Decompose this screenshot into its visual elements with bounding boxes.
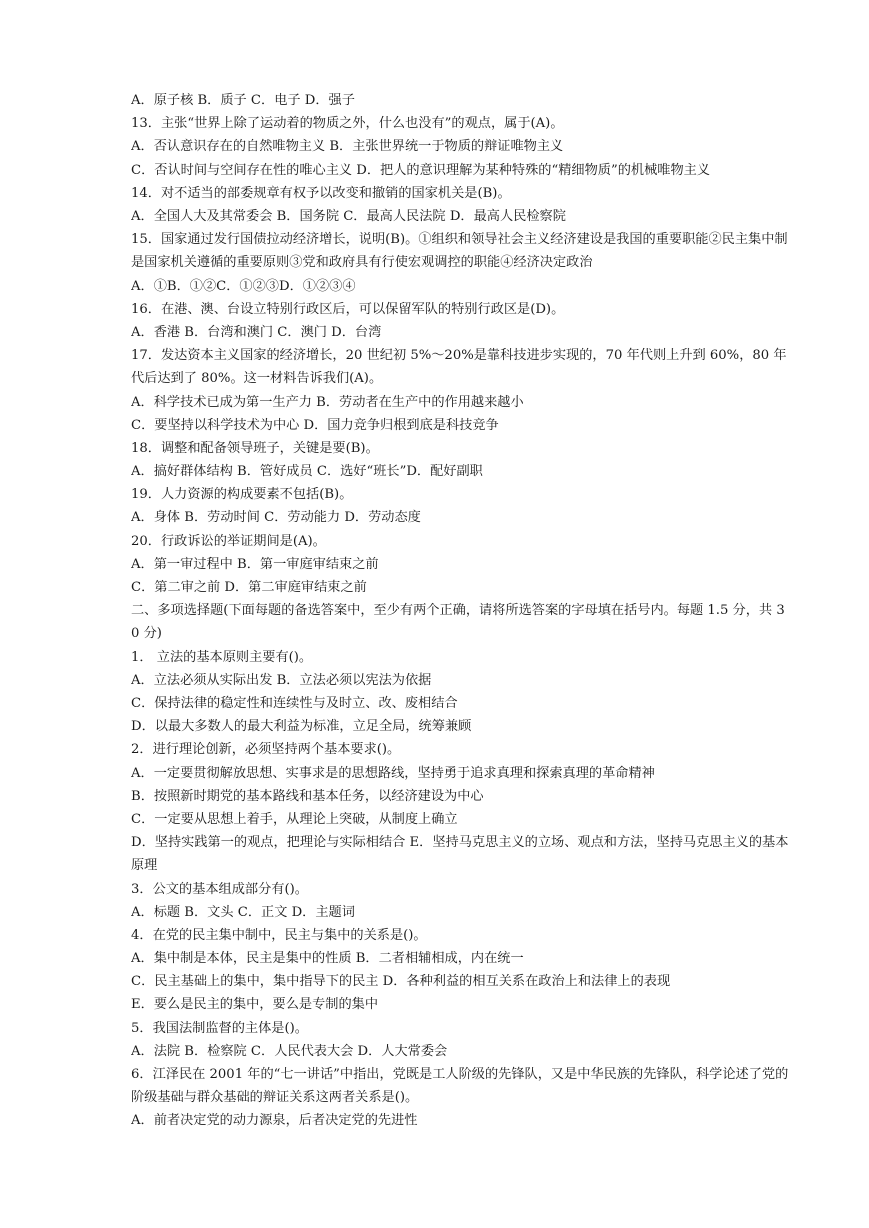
text-line: A．第一审过程中 B．第一审庭审结束之前 (131, 556, 379, 572)
text-line: A．原子核 B．质子 C．电子 D．强子 (131, 93, 355, 108)
mc-question-4: 4．在党的民主集中制中，民主与集中的关系是()。 (131, 927, 427, 943)
mc-question-1: 1． 立法的基本原则主要有()。 (131, 649, 313, 665)
text-line: A．否认意识存在的自然唯物主义 B．主张世界统一于物质的辩证唯物主义 (131, 139, 564, 155)
text-line: A．集中制是本体，民主是集中的性质 B．二者相辅相成，内在统一 (131, 951, 524, 967)
mc-question-6: 6．江泽民在 2001 年的“七一讲话”中指出，党既是工人阶级的先锋队，又是中华民族的先锋队，科学论述了党的阶级基础与群众基础的辩证关系这两者关系是()。 (131, 1067, 789, 1106)
text-line: A．香港 B．台湾和澳门 C．澳门 D．台湾 (131, 324, 382, 340)
question-15: 15．国家通过发行国债拉动经济增长，说明(B)。①组织和领导社会主义经济建设是我国的重要职能②民主集中制是国家机关遵循的重要原则③党和政府具有行使宏观调控的职能④经济决定政治 (131, 232, 788, 271)
text-line: E．要么是民主的集中，要么是专制的集中 (131, 997, 378, 1013)
text-line: C．民主基础上的集中，集中指导下的民主 D．各种利益的相互关系在政治上和法律上的表现 (131, 974, 671, 990)
text-line: C．一定要从思想上着手，从理论上突破，从制度上确立 (131, 811, 458, 827)
document-page (131, 89, 791, 1133)
question-20: 20．行政诉讼的举证期间是(A)。 (131, 533, 326, 549)
mc-question-5: 5．我国法制监督的主体是()。 (131, 1020, 308, 1036)
question-14: 14．对不适当的部委规章有权予以改变和撤销的国家机关是(B)。 (131, 185, 511, 201)
text-line: C．保持法律的稳定性和连续性与及时立、改、废相结合 (131, 695, 458, 711)
text-line: A．①B．①②C．①②③D．①②③④ (131, 278, 356, 294)
text-line: A．标题 B．文头 C．正文 D．主题词 (131, 904, 355, 920)
text-line: A．法院 B．检察院 C．人民代表大会 D．人大常委会 (131, 1043, 448, 1059)
text-line: A．立法必须从实际出发 B．立法必须以宪法为依据 (131, 672, 432, 688)
text-line: D．坚持实践第一的观点，把理论与实际相结合 E．坚持马克思主义的立场、观点和方法，坚持马克思主义的基本原理 (131, 835, 789, 874)
text-line: C．要坚持以科学技术为中心 D．国力竞争归根到底是科技竞争 (131, 417, 499, 433)
mc-question-2: 2．进行理论创新，必须坚持两个基本要求()。 (131, 742, 401, 758)
text-line: A．搞好群体结构 B．管好成员 C．选好“班长”D．配好副职 (131, 464, 483, 480)
text-line: D．以最大多数人的最大利益为标准，立足全局，统筹兼顾 (131, 719, 472, 735)
text-line: B．按照新时期党的基本路线和基本任务，以经济建设为中心 (131, 788, 484, 804)
question-19: 19．人力资源的构成要素不包括(B)。 (131, 487, 353, 503)
question-17: 17．发达资本主义国家的经济增长，20 世纪初 5%～20%是靠科技进步实现的，70 年代则上升到 60%，80 年代后达到了 80%。这一材料告诉我们(A)。 (131, 348, 787, 387)
question-16: 16．在港、澳、台设立特别行政区后，可以保留军队的特别行政区是(D)。 (131, 301, 565, 317)
text-line: C．第二审之前 D．第二审庭审结束之前 (131, 580, 367, 596)
text-line: A．前者决定党的动力源泉，后者决定党的先进性 (131, 1113, 418, 1129)
question-13: 13．主张“世界上除了运动着的物质之外，什么也没有”的观点，属于(A)。 (131, 116, 564, 132)
text-line: A．一定要贯彻解放思想、实事求是的思想路线，坚持勇于追求真理和探索真理的革命精神 (131, 765, 655, 781)
question-18: 18．调整和配备领导班子，关键是要(B)。 (131, 440, 379, 456)
section-heading: 二、多项选择题(下面每题的备选答案中，至少有两个正确，请将所选答案的字母填在括号内。每题 1.5 分，共 30 分) (131, 603, 785, 642)
text-line: C．否认时间与空间存在性的唯心主义 D．把人的意识理解为某种特殊的“精细物质”的机械唯物主义 (131, 162, 711, 178)
mc-question-3: 3．公文的基本组成部分有()。 (131, 881, 308, 897)
text-line: A．全国人大及其常委会 B．国务院 C．最高人民法院 D．最高人民检察院 (131, 208, 566, 224)
text-line: A．科学技术已成为第一生产力 B．劳动者在生产中的作用越来越小 (131, 394, 524, 410)
text-line: A．身体 B．劳动时间 C．劳动能力 D．劳动态度 (131, 510, 421, 526)
